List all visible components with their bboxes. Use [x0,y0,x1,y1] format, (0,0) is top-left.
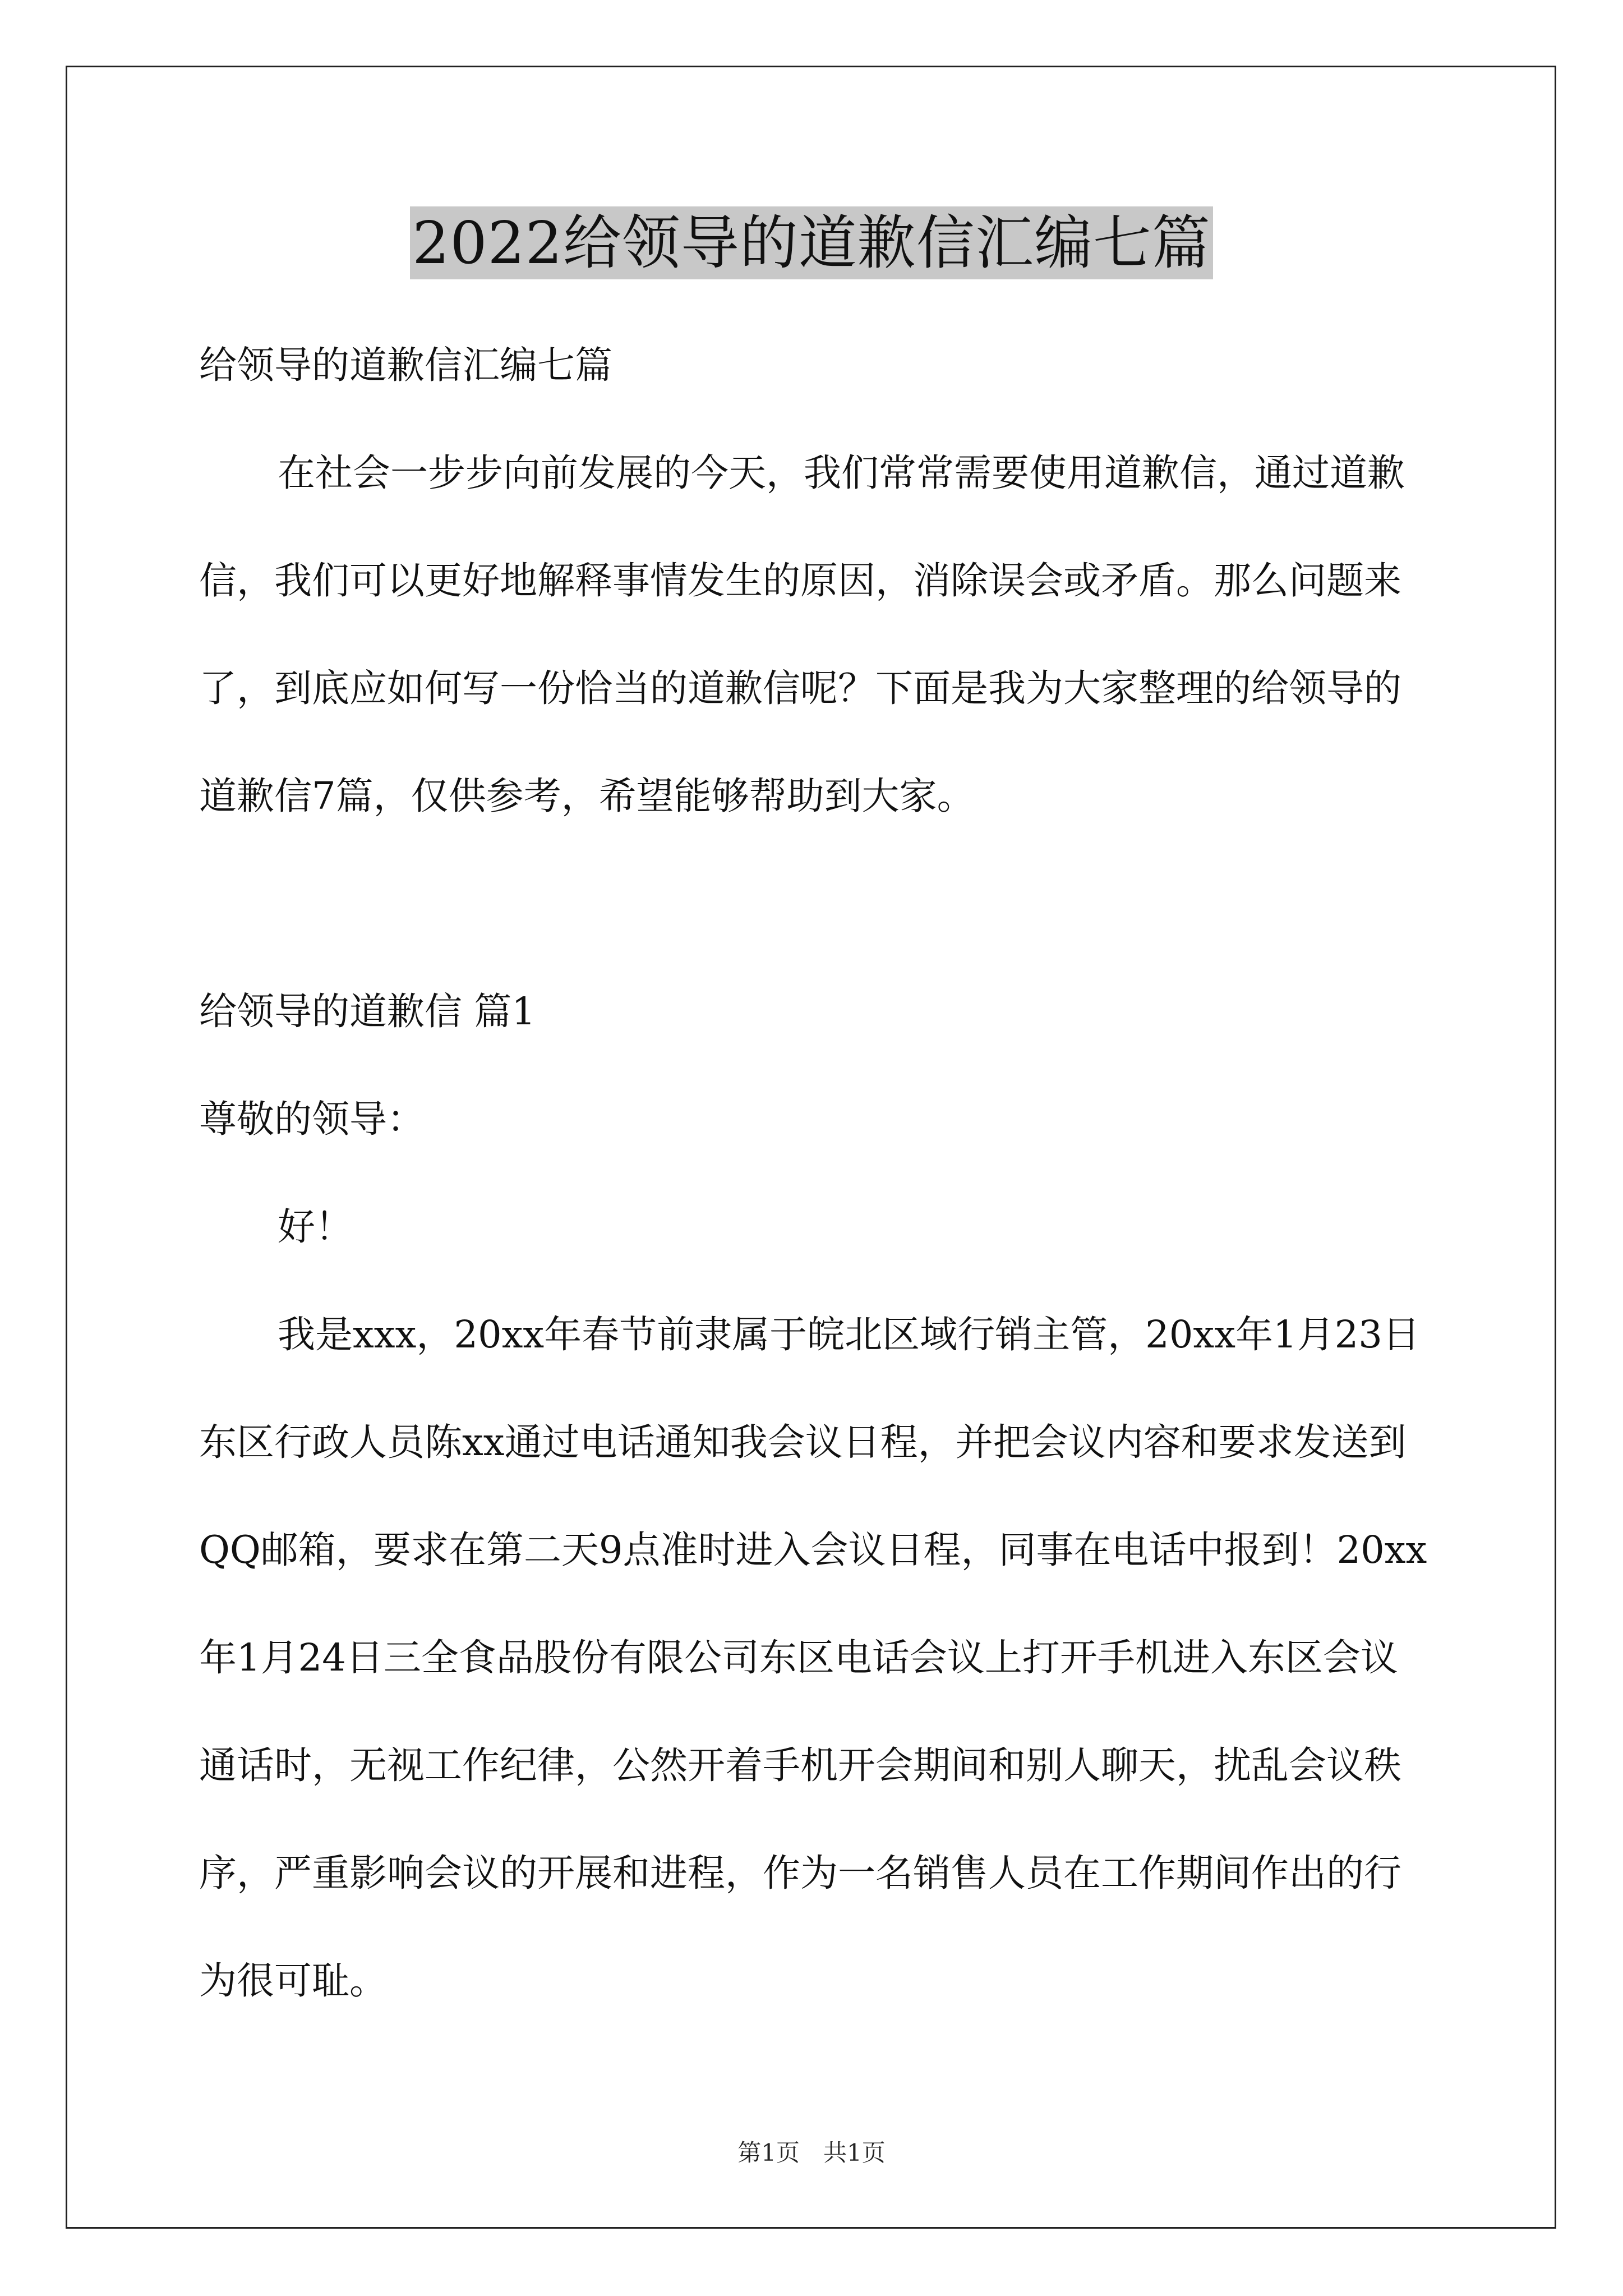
document-subtitle: 给领导的道歉信汇编七篇 [199,343,612,387]
intro-paragraph: 在社会一步步向前发展的今天，我们常常需要使用道歉信，通过道歉信，我们可以更好地解释事情发生的原因，消除误会或矛盾。那么问题来了，到底应如何写一份恰当的道歉信呢？下面是我为大家整理的给领导的道歉信7篇，仅供参考，希望能够帮助到大家。 [199,451,1405,818]
page-footer: 第1页 共1页 [737,2139,886,2166]
section-heading: 给领导的道歉信 篇1 [199,990,536,1033]
section-spacer [199,850,1427,958]
title-container [0,206,1623,279]
letter-body-paragraph: 我是xxx，20xx年春节前隶属于皖北区域行销主管，20xx年1月23日东区行政人员陈xx通过电话通知我会议日程，并把会议内容和要求发送到QQ邮箱，要求在第二天9点准时进入会议日程，同事在电话中报到！20xx年1月24日三全食品股份有限公司东区电话会议上打开手机进入东区会议通话时，无视工作纪律，公然开着手机开会期间和别人聊天，扰乱会议秩序，严重影响会议的开展和进程，作为一名销售人员在工作期间作出的行为很可耻。 [199,1313,1427,2003]
document-body [199,311,1427,2035]
document-title: 2022给领导的道歉信汇编七篇 [410,206,1213,279]
letter-greeting: 好！ [278,1205,353,1249]
letter-salutation: 尊敬的领导： [199,1097,425,1141]
